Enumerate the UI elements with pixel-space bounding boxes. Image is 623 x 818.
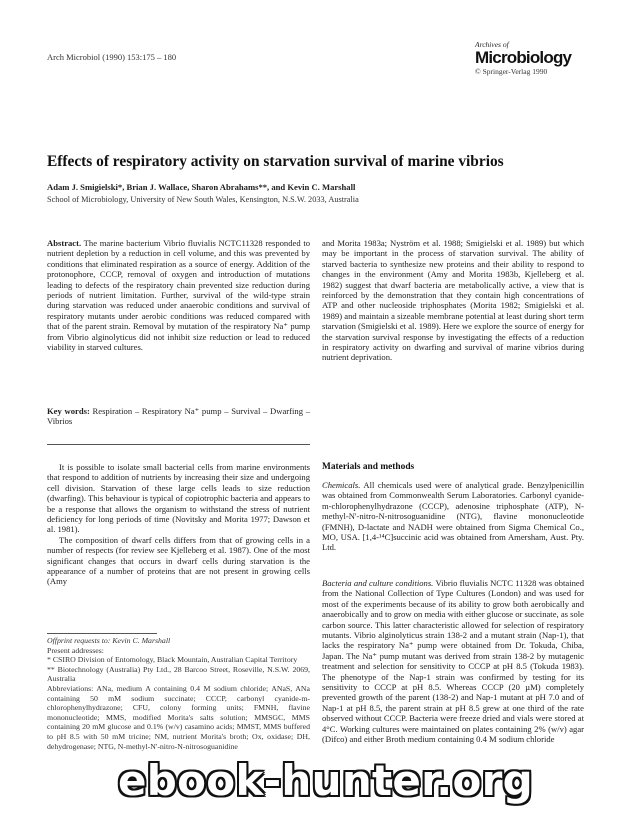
chemicals-section [322, 480, 584, 553]
introduction [47, 462, 310, 587]
masthead-title: Microbiology [475, 48, 572, 67]
abstract-block [47, 238, 310, 352]
journal-reference: Arch Microbiol (1990) 153:175 – 180 [47, 52, 177, 62]
article-title: Effects of respiratory activity on starvation survival of marine vibrios [47, 153, 504, 170]
keywords-label: Key words: [47, 406, 90, 416]
footnote-rule [47, 633, 157, 634]
keywords-text: Respiration – Respiratory Na⁺ pump – Survival – Dwarfing – Vibrios [47, 406, 310, 427]
abstract-label: Abstract. [47, 238, 82, 248]
article-affiliation: School of Microbiology, University of New South Wales, Kensington, N.S.W. 2033, Australia [47, 195, 359, 204]
masthead-publisher: © Springer-Verlag 1990 [475, 67, 548, 76]
intro-continued [322, 238, 584, 363]
keywords-block [47, 406, 310, 427]
intro-paragraph-2: The composition of dwarf cells differs from that of growing cells in a number of respects (for review see Kjelleberg et al. 1987). One of the most significant changes that occurs in dwarf cells during starvation is the appearance of a number of proteins that are not present in growing cells (Amy [47, 534, 310, 587]
journal-masthead [475, 40, 595, 76]
bacteria-text: Vibrio fluvialis NCTC 11328 was obtained from the National Collection of Type Cultures (London) and was used for most of the experiments because of its ability to grow both aerobically and anaerobically and to grow on media with either glucose or succinate, as sole carbon source. This latter characteristic allowed for selection of respiratory mutants. Vibrio alginolyticus strain 138-2 and a mutant strain (Nap-1), that lacks the respiratory Na⁺ pump were obtained from Dr. Tokuda, Chiba, Japan. The Na⁺ pump mutant was derived from strain 138-2 by mutagenic treatment and selection for sensitivity to CCCP at pH 8.5 (Tokuda 1983). The phenotype of the Nap-1 strain was confirmed by testing for its sensitivity to CCCP at pH 8.5. Whereas CCCP (20 µM) completely prevented growth of the parent (138-2) and Nap-1 mutant at pH 7.0 and of Nap-1 at pH 8.5, the parent strain at pH 8.5 grew at one third of the rate observed without CCCP. Bacteria were freeze dried and vials were stored at 4°C. Working cultures were maintained on plates containing 2% (w/v) agar (Difco) and either Broth medium containing 0.4 M sodium chloride [322, 578, 584, 745]
abstract-text: The marine bacterium Vibrio fluvialis NCTC11328 responded to nutrient depletion by a reduction in cell volume, and this was prevented by conditions that eliminated respiration as a source of energy. Addition of the protonophore, CCCP, removal of oxygen and introduction of mutations leading to defects of the respiratory chain prevented size reduction during periods of nutrient limitation. Further, survival of the wild-type strain during starvation was reduced under anaerobic conditions and survival of respiratory mutants under aerobic conditions was reduced compared with that of the parent strain. Removal by mutation of the respiratory Na⁺ pump from Vibrio alginolyticus did not inhibit size reduction or lead to reduced viability in starved cultures. [47, 238, 310, 353]
right-paragraph-1: and Morita 1983a; Nyström et al. 1988; Smigielski et al. 1989) but which may be important in the process of starvation survival. The ability of starved bacteria to synthesize new proteins and their ability to respond to changes in the environment (Amy and Morita 1983b, Kjelleberg et al. 1982) suggest that dwarf bacteria are metabolically active, a view that is reinforced by the demonstration that they contain high concentrations of ATP and other nucleoside triphosphates (Morita 1982; Smigielski et al. 1989) and maintain a sizeable membrane potential at least during short term starvation (Smigielski et al. 1989). Here we explore the source of energy for the starvation survival response by investigating the effects of a reduction in respiratory activity on dwarfing and survival of marine vibrios during nutrient deprivation. [322, 238, 584, 363]
address-2: ** Biotechnology (Australia) Pty Ltd., 28 Barcoo Street, Roseville, N.S.W. 2069, Australia [47, 664, 310, 684]
bacteria-section [322, 578, 584, 745]
section-divider [47, 444, 310, 445]
methods-heading: Materials and methods [322, 462, 415, 472]
watermark-text: ebook-hunter.org [118, 756, 533, 805]
address-1: * CSIRO Division of Entomology, Black Mountain, Australian Capital Territory [47, 655, 298, 665]
chemicals-label: Chemicals. [322, 480, 361, 490]
article-authors: Adam J. Smigielski*, Brian J. Wallace, Sharon Abrahams**, and Kevin C. Marshall [47, 182, 356, 192]
intro-paragraph-1: It is possible to isolate small bacterial cells from marine environments that respond to addition of nutrients by increasing their size and undergoing cell division. Starvation of these large cells leads to size reduction (dwarfing). This behaviour is typical of copiotrophic bacteria and appears to be a response that allows the organism to withstand the stress of nutrient deficiency for long periods of time (Novitsky and Morita 1977; Dawson et al. 1981). [47, 462, 310, 535]
offprint-note: Offprint requests to: Kevin C. Marshall [47, 636, 171, 645]
masthead-archives: Archives of [475, 40, 509, 49]
abbreviations: Abbreviations: ANa, medium A containing 0.4 M sodium chloride; ANaS, ANa containing 50 mM sodium succinate; CCCP, carbonyl cyanide-m-chlorophenylhydrazone; CFU, colony forming units; FMNH, flavine mononucleotide; MMS, modified Morita's salts solution; MMSGC, MMS containing 20 mM glucose and 0.1% (w/v) casamino acids; MMST, MMS buffered to pH 8.5 with 50 mM tricine; NM, nutrient Morita's broth; Ox, oxidase; DH, dehydrogenase; NTG, N-methyl-N'-nitro-N-nitrosoguanidine [47, 683, 310, 751]
chemicals-text: All chemicals used were of analytical grade. Benzylpenicillin was obtained from Commonwealth Serum Laboratories. Carbonyl cyanide-m-chlorophenylhydrazone (CCCP), adenosine triphosphate (ATP), N-methyl-N'-nitro-N-nitrosoguanidine (NTG), flavine mononucleotide (FMNH), D-lactate and NADH were obtained from Sigma Chemical Co., MO, USA. [1,4-¹⁴C]succinic acid was obtained from Amersham, Aust. Pty. Ltd. [322, 480, 584, 553]
bacteria-label: Bacteria and culture conditions. [322, 578, 434, 588]
footnotes [47, 636, 310, 751]
present-addresses-label: Present addresses: [47, 645, 104, 655]
